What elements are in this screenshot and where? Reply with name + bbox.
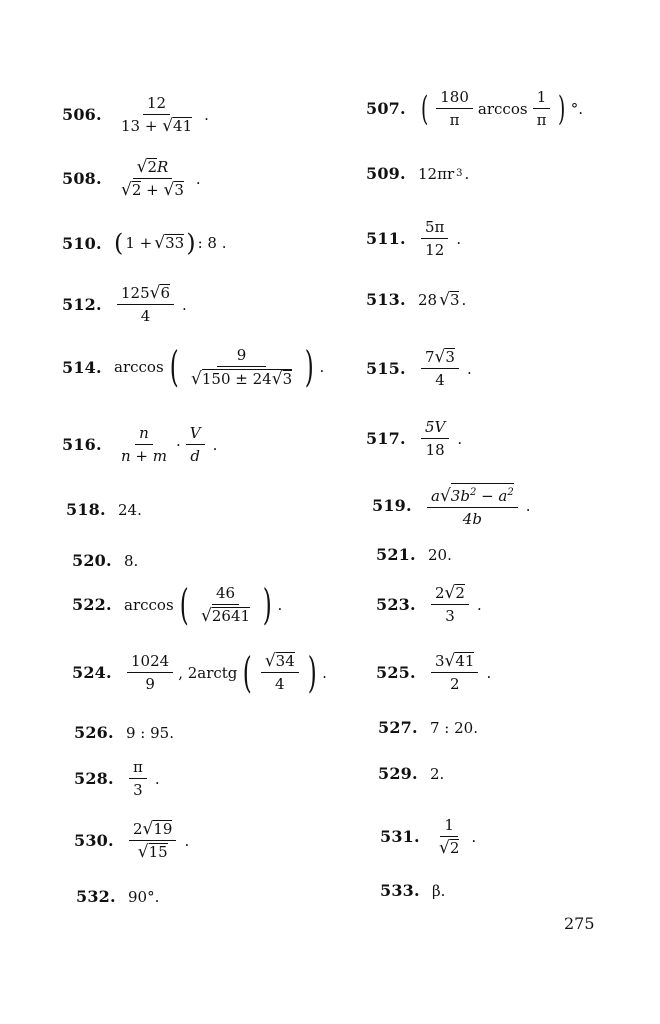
- problem-number: 533.: [380, 881, 420, 900]
- problem-number: 518.: [66, 500, 106, 519]
- problem-number: 519.: [372, 496, 412, 515]
- problem-number: 522.: [72, 595, 112, 614]
- problem-506: [62, 94, 209, 135]
- problem-number: 524.: [72, 663, 112, 682]
- problem-517: [366, 418, 462, 459]
- answer: 3 √ 41 2 .: [428, 652, 491, 693]
- answer: 7 : 20.: [430, 718, 478, 737]
- answer: 8.: [124, 551, 139, 570]
- problem-525: [376, 652, 491, 693]
- problem-number: 506.: [62, 105, 102, 124]
- problem-512: [62, 284, 187, 325]
- problem-number: 517.: [366, 429, 406, 448]
- answer: 2.: [430, 764, 445, 783]
- problem-number: 532.: [76, 887, 116, 906]
- problem-510: [62, 229, 226, 257]
- answer: √ 2 R √ 2 + √ 3 .: [121, 157, 201, 200]
- answer: 24.: [118, 500, 142, 519]
- problem-526: [74, 723, 174, 742]
- problem-518: [66, 500, 142, 519]
- answer: a √ $3b^2 - a^2$ 4b .: [424, 483, 531, 528]
- problem-527: [378, 718, 478, 737]
- problem-528: [74, 758, 160, 799]
- answer: 2 √ 19 √ 15 .: [126, 820, 189, 861]
- answer: $\frac{n}{n + m}$ · $\frac{V}{d}$ .: [121, 424, 218, 465]
- answer: β.: [432, 881, 446, 900]
- problem-508: [62, 158, 201, 199]
- problem-number: 520.: [72, 551, 112, 570]
- problem-number: 529.: [378, 764, 418, 783]
- problem-number: 511.: [366, 229, 406, 248]
- problem-number: 515.: [366, 359, 406, 378]
- problem-number: 510.: [62, 233, 102, 253]
- problem-number: 530.: [74, 831, 114, 850]
- problem-511: [366, 218, 461, 259]
- problem-number: 527.: [378, 718, 418, 737]
- answer: 20.: [428, 545, 452, 564]
- answer: 12 13 + √ 41 .: [121, 94, 209, 136]
- problem-522: [72, 579, 283, 629]
- problem-number: 525.: [376, 663, 416, 682]
- problem-519: [372, 483, 531, 528]
- problem-529: [378, 764, 444, 783]
- answer: ( 1 + √ 33 ) : 8 .: [114, 229, 227, 257]
- problem-524: [72, 647, 327, 697]
- answer: arccos ( 9 √ 150 ± 24 √ 3 ) .: [114, 342, 325, 391]
- problem-number: 513.: [366, 290, 406, 309]
- problem-516: [62, 424, 217, 465]
- answer: $\frac{5V}{18}$ .: [418, 418, 462, 459]
- problem-532: [76, 887, 159, 906]
- problem-number: 507.: [366, 99, 406, 118]
- answer: 9 : 95.: [126, 723, 174, 742]
- answer: 1 √ 2 .: [439, 816, 477, 858]
- answer: 28 √ 3 .: [418, 289, 467, 310]
- problem-509: [366, 164, 469, 183]
- problem-number: 516.: [62, 435, 102, 454]
- problem-507: [366, 88, 583, 129]
- problem-number: 528.: [74, 769, 114, 788]
- answer: $\frac{5\pi}{12}$ .: [418, 218, 461, 259]
- answer: 90°.: [128, 887, 160, 906]
- problem-520: [72, 551, 138, 570]
- problem-number: 531.: [380, 827, 420, 846]
- problem-number: 514.: [62, 357, 102, 377]
- problem-number: 509.: [366, 164, 406, 183]
- problem-number: 521.: [376, 545, 416, 564]
- problem-513: [366, 290, 466, 309]
- problem-number: 523.: [376, 595, 416, 614]
- answer: 7 √ 3 4 .: [418, 348, 472, 389]
- problem-530: [74, 820, 189, 861]
- answer: 12πr 3 .: [418, 164, 470, 183]
- problem-533: [380, 881, 445, 900]
- problem-514: [62, 342, 325, 391]
- problem-number: 526.: [74, 723, 114, 742]
- answer: 125 √ 6 4 .: [114, 284, 187, 325]
- problem-521: [376, 545, 452, 564]
- problem-523: [376, 584, 482, 625]
- problem-number: 512.: [62, 295, 102, 314]
- problem-number: 508.: [62, 169, 102, 188]
- answer: $\frac{\pi}{3}$ .: [126, 758, 160, 799]
- answer: $\frac{1024}{9}$ , 2arctg ( √ 34 4 ) .: [124, 652, 327, 693]
- problem-531: [380, 816, 476, 857]
- answer: ( $\frac{180}{\pi}$ arccos $\frac{1}{\pi}$ ) °.: [420, 88, 583, 129]
- problem-515: [366, 348, 472, 389]
- answer: arccos ( 46 √ 2641 ) .: [124, 579, 283, 629]
- page-number: 275: [564, 914, 595, 933]
- answer: 2 √ 2 3 .: [428, 584, 482, 625]
